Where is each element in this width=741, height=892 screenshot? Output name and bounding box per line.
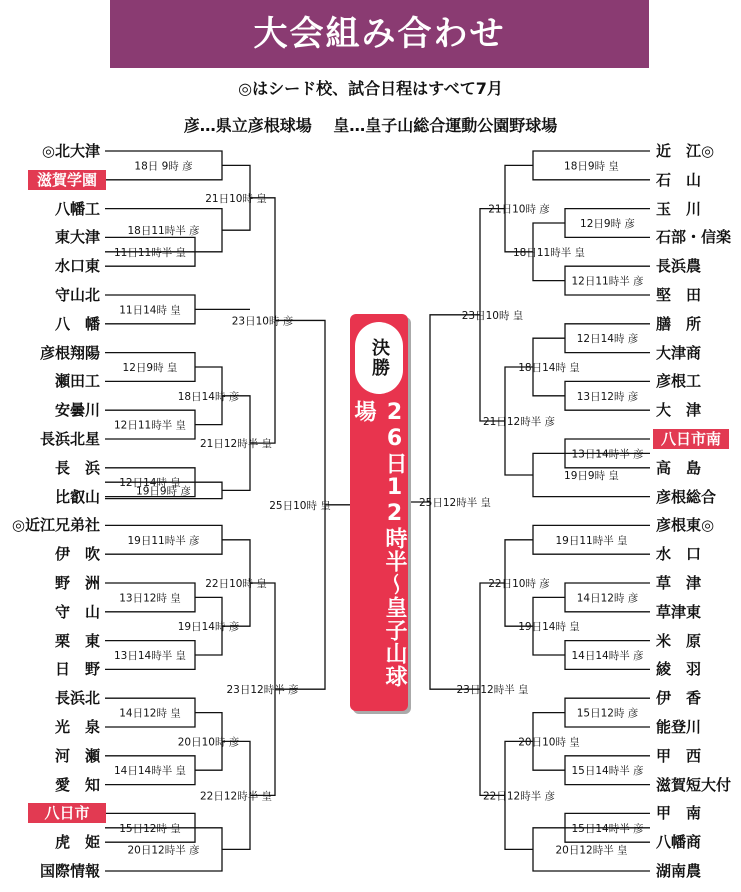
match-schedule: 21日10時 彦 <box>488 203 550 216</box>
team-right: 湖南農 <box>656 862 702 880</box>
team-right: 膳 所 <box>656 314 702 333</box>
team-left: 比叡山 <box>54 487 100 506</box>
team-left: 彦根翔陽 <box>39 343 100 362</box>
team-right: 八幡商 <box>656 833 702 852</box>
team-right: 綾 羽 <box>656 660 702 679</box>
match-schedule: 20日12時半 皇 <box>555 844 628 857</box>
match-schedule: 13日12時 皇 <box>119 592 181 605</box>
match-schedule: 23日12時半 皇 <box>456 684 529 697</box>
team-right: 八日市南 <box>653 429 729 449</box>
match-schedule: 18日14時 彦 <box>177 390 240 403</box>
team-right: 大 津 <box>656 401 702 420</box>
match-schedule: 11日11時半 皇 <box>113 246 187 259</box>
team-right: 伊 香 <box>656 689 702 708</box>
match-schedule: 23日12時半 彦 <box>226 684 299 697</box>
team-left: 水口東 <box>54 257 100 276</box>
team-right: 玉 川 <box>656 199 702 218</box>
team-left: 八幡工 <box>54 199 100 218</box>
match-schedule: 14日14時半 皇 <box>113 765 187 778</box>
team-right: 滋賀短大付 <box>656 775 732 794</box>
match-schedule: 13日12時 彦 <box>576 390 639 403</box>
match-schedule: 15日14時半 彦 <box>571 822 644 835</box>
match-schedule: 19日14時 彦 <box>177 621 240 634</box>
team-right: 近 江◎ <box>656 142 715 160</box>
team-left: 光 泉 <box>54 718 100 736</box>
match-schedule: 21日12時半 彦 <box>482 416 556 428</box>
team-right: 石 山 <box>656 170 702 189</box>
team-left: 日 野 <box>54 660 100 679</box>
match-schedule: 22日12時半 彦 <box>482 790 556 803</box>
team-left: 愛 知 <box>54 775 100 794</box>
team-right: 水 口 <box>656 545 702 564</box>
team-right: 高 島 <box>656 458 702 477</box>
team-right: 草 津 <box>656 574 702 592</box>
match-schedule: 19日9時 皇 <box>564 470 619 482</box>
match-schedule: 19日14時 皇 <box>518 621 580 634</box>
team-right: 石部・信楽 <box>656 228 732 247</box>
match-schedule: 12日9時 皇 <box>122 362 178 374</box>
match-schedule: 20日10時 皇 <box>518 736 580 749</box>
team-left: 長浜北 <box>54 689 100 708</box>
match-schedule: 12日14時 皇 <box>119 477 181 490</box>
match-schedule: 23日10時 皇 <box>461 309 524 322</box>
match-schedule: 14日12時 彦 <box>576 592 639 605</box>
final-schedule: 26日12時半〜皇子山球場 <box>351 400 407 688</box>
team-left: 国際情報 <box>39 862 100 880</box>
match-schedule: 22日12時半 皇 <box>199 790 273 803</box>
match-schedule: 12日14時 彦 <box>576 333 639 346</box>
team-left: 滋賀学園 <box>28 170 106 190</box>
team-left: 東大津 <box>54 228 100 247</box>
match-schedule: 15日12時 彦 <box>576 707 639 720</box>
team-right: 米 原 <box>656 631 702 650</box>
team-right: 彦根総合 <box>656 487 717 506</box>
match-schedule: 19日9時 彦 <box>136 485 191 498</box>
match-schedule: 18日 9時 彦 <box>134 160 193 173</box>
team-left: 長 浜 <box>54 458 100 477</box>
team-right: 能登川 <box>656 718 702 736</box>
team-left: ◎近江兄弟社 <box>11 516 100 535</box>
team-left: 河 瀬 <box>54 746 100 765</box>
team-right: 長浜農 <box>656 257 702 276</box>
team-left: ◎北大津 <box>41 142 100 160</box>
match-schedule: 12日11時半 皇 <box>113 419 187 432</box>
match-schedule: 11日14時 皇 <box>119 304 181 317</box>
team-left: 瀬田工 <box>54 372 100 391</box>
team-left: 虎 姫 <box>54 833 100 852</box>
match-schedule: 18日9時 皇 <box>564 160 619 173</box>
team-left: 八 幡 <box>54 314 100 333</box>
match-schedule: 22日10時 彦 <box>488 578 550 590</box>
seed-note: ◎はシード校、試合日程はすべて7月 <box>238 79 503 98</box>
match-schedule: 22日10時 皇 <box>205 578 267 590</box>
match-schedule: 15日14時半 彦 <box>571 765 644 778</box>
team-right: 草津東 <box>656 602 702 621</box>
team-right: 彦根東◎ <box>656 516 715 535</box>
final-badge: 決勝 <box>355 322 403 394</box>
team-right: 甲 西 <box>656 746 702 765</box>
team-right: 堅 田 <box>656 286 702 304</box>
final-match-box <box>350 314 408 711</box>
team-left: 野 洲 <box>54 574 100 592</box>
match-schedule: 14日12時 皇 <box>119 707 181 720</box>
match-schedule: 13日14時半 彦 <box>571 448 644 461</box>
match-schedule: 21日12時半 皇 <box>199 438 273 451</box>
match-schedule: 25日12時半 皇 <box>418 497 492 509</box>
match-schedule: 14日14時半 彦 <box>571 650 644 662</box>
team-left: 栗 東 <box>54 631 100 650</box>
team-left: 安曇川 <box>54 401 100 420</box>
team-right: 彦根工 <box>656 372 702 391</box>
match-schedule: 15日12時 皇 <box>119 822 181 835</box>
match-schedule: 18日14時 皇 <box>518 362 580 374</box>
team-left: 長浜北星 <box>39 430 100 448</box>
match-schedule: 20日12時半 彦 <box>127 844 200 857</box>
match-schedule: 12日11時半 彦 <box>571 275 644 288</box>
match-schedule: 20日10時 彦 <box>177 736 240 749</box>
match-schedule: 19日11時半 皇 <box>555 534 628 547</box>
team-right: 大津商 <box>656 343 702 362</box>
match-schedule: 25日10時 皇 <box>269 499 331 512</box>
match-schedule: 18日11時半 彦 <box>127 225 200 238</box>
match-schedule: 18日11時半 皇 <box>512 246 586 259</box>
match-schedule: 21日10時 皇 <box>205 192 267 205</box>
venue-legend: 彦…県立彦根球場 皇…皇子山総合運動公園野球場 <box>183 116 558 135</box>
match-schedule: 19日11時半 彦 <box>127 534 200 547</box>
team-left: 守 山 <box>54 602 100 621</box>
match-schedule: 12日9時 彦 <box>580 218 635 230</box>
team-left: 守山北 <box>54 286 100 304</box>
match-schedule: 23日10時 彦 <box>231 315 294 328</box>
page-title: 大会組み合わせ <box>110 0 649 68</box>
team-right: 甲 南 <box>656 804 702 823</box>
team-left: 八日市 <box>28 803 106 823</box>
team-left: 伊 吹 <box>54 545 100 564</box>
match-schedule: 13日14時半 皇 <box>113 650 187 662</box>
